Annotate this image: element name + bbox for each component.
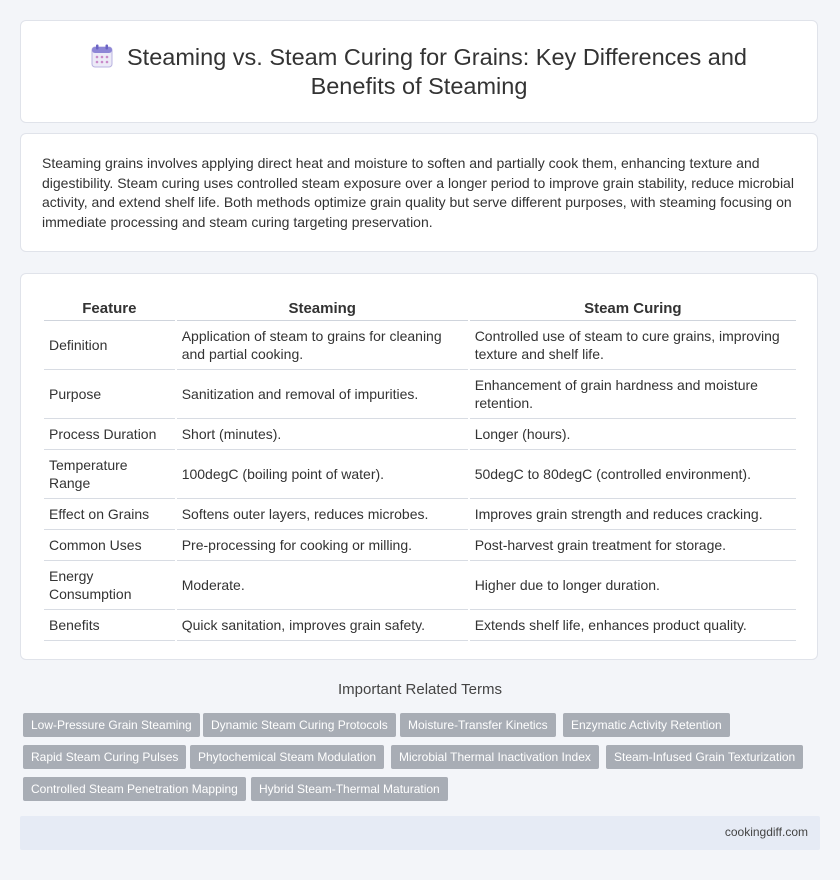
steam-curing-cell: Longer (hours). bbox=[470, 419, 796, 450]
steaming-cell: Moderate. bbox=[177, 561, 468, 610]
title-card bbox=[20, 20, 818, 123]
footer bbox=[20, 816, 820, 850]
steam-curing-cell: Extends shelf life, enhances product quality. bbox=[470, 610, 796, 641]
table-row bbox=[44, 419, 796, 450]
steaming-cell: 100degC (boiling point of water). bbox=[177, 450, 468, 499]
comparison-card bbox=[20, 273, 818, 660]
steam-curing-cell: 50degC to 80degC (controlled environment). bbox=[470, 450, 796, 499]
steaming-cell: Short (minutes). bbox=[177, 419, 468, 450]
related-term-tag[interactable]: Controlled Steam Penetration Mapping bbox=[23, 777, 246, 801]
steaming-cell: Pre-processing for cooking or milling. bbox=[177, 530, 468, 561]
calendar-icon bbox=[91, 44, 113, 68]
table-row bbox=[44, 321, 796, 370]
intro-paragraph: Steaming grains involves applying direct heat and moisture to soften and partially cook them, enhancing texture and digestibility. Steam curing uses controlled steam exposure over a longer period to improve grain stability, reduce microbial activity, and extend shelf life. Both methods optimize grain quality but serve different purposes, with steaming focusing on immediate processing and steam curing targeting preservation. bbox=[42, 155, 794, 230]
title-line-2: Benefits of Steaming bbox=[310, 73, 528, 99]
feature-cell: Definition bbox=[44, 321, 175, 370]
related-terms-title: Important Related Terms bbox=[338, 681, 502, 698]
steam-curing-cell: Controlled use of steam to cure grains, improving texture and shelf life. bbox=[470, 321, 796, 370]
page-title bbox=[21, 43, 817, 101]
steaming-cell: Sanitization and removal of impurities. bbox=[177, 370, 468, 419]
comparison-table bbox=[42, 295, 798, 641]
title-line-1: Steaming vs. Steam Curing for Grains: Key Differences and bbox=[127, 44, 747, 70]
related-term-tag[interactable]: Enzymatic Activity Retention bbox=[563, 713, 730, 737]
steam-curing-cell: Higher due to longer duration. bbox=[470, 561, 796, 610]
steaming-cell: Application of steam to grains for cleaning and partial cooking. bbox=[177, 321, 468, 370]
header-feature: Feature bbox=[44, 295, 175, 321]
feature-cell: Effect on Grains bbox=[44, 499, 175, 530]
table-row bbox=[44, 450, 796, 499]
table-header-row bbox=[44, 295, 796, 321]
steaming-cell: Softens outer layers, reduces microbes. bbox=[177, 499, 468, 530]
feature-cell: Process Duration bbox=[44, 419, 175, 450]
feature-cell: Temperature Range bbox=[44, 450, 175, 499]
table-row bbox=[44, 370, 796, 419]
related-term-tag[interactable]: Low-Pressure Grain Steaming bbox=[23, 713, 200, 737]
steam-curing-cell: Improves grain strength and reduces cracking. bbox=[470, 499, 796, 530]
related-term-tag[interactable]: Steam-Infused Grain Texturization bbox=[606, 745, 803, 769]
feature-cell: Benefits bbox=[44, 610, 175, 641]
steam-curing-cell: Post-harvest grain treatment for storage. bbox=[470, 530, 796, 561]
related-term-tag[interactable]: Hybrid Steam-Thermal Maturation bbox=[251, 777, 448, 801]
related-term-tag[interactable]: Phytochemical Steam Modulation bbox=[190, 745, 384, 769]
table-row bbox=[44, 530, 796, 561]
header-steaming: Steaming bbox=[177, 295, 468, 321]
site-credit[interactable]: cookingdiff.com bbox=[724, 825, 808, 839]
table-row bbox=[44, 499, 796, 530]
related-term-tag[interactable]: Moisture-Transfer Kinetics bbox=[400, 713, 556, 737]
table-row bbox=[44, 561, 796, 610]
related-term-tag[interactable]: Microbial Thermal Inactivation Index bbox=[391, 745, 599, 769]
intro-card bbox=[20, 133, 818, 252]
related-term-tag[interactable]: Rapid Steam Curing Pulses bbox=[23, 745, 186, 769]
header-steam-curing: Steam Curing bbox=[470, 295, 796, 321]
feature-cell: Energy Consumption bbox=[44, 561, 175, 610]
steaming-cell: Quick sanitation, improves grain safety. bbox=[177, 610, 468, 641]
related-term-tag[interactable]: Dynamic Steam Curing Protocols bbox=[203, 713, 396, 737]
feature-cell: Purpose bbox=[44, 370, 175, 419]
table-row bbox=[44, 610, 796, 641]
feature-cell: Common Uses bbox=[44, 530, 175, 561]
steam-curing-cell: Enhancement of grain hardness and moisture retention. bbox=[470, 370, 796, 419]
